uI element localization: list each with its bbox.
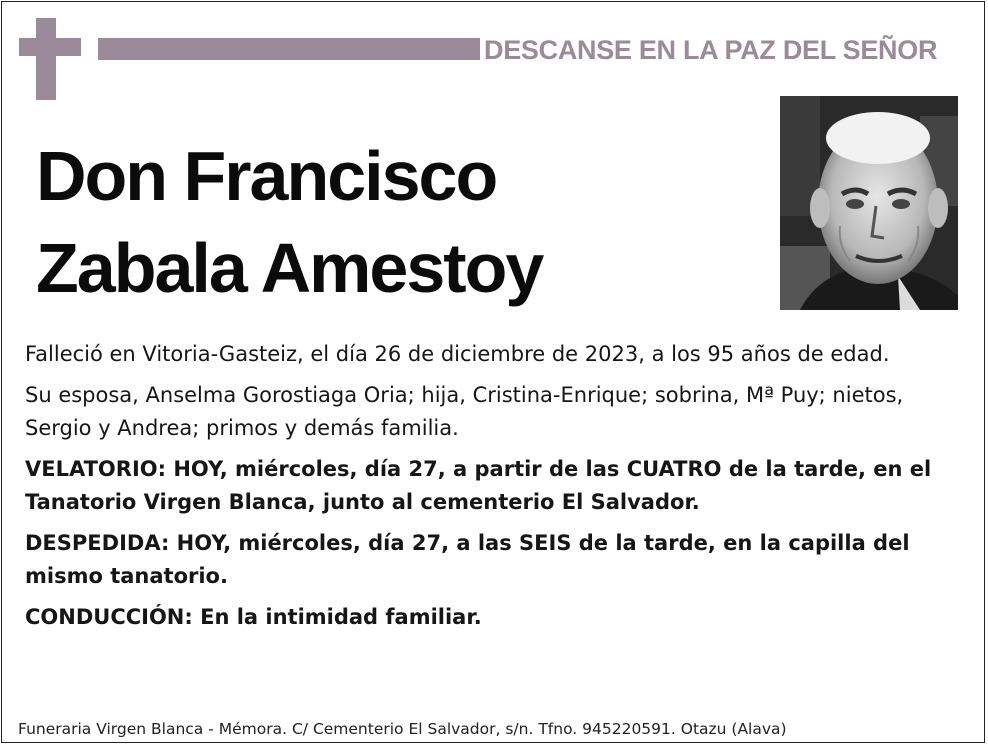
name-line-2: Zabala Amestoy: [36, 229, 543, 307]
velatorio-paragraph: [25, 453, 955, 519]
conduccion-paragraph: [25, 601, 955, 634]
despedida-text: DESPEDIDA: HOY, miércoles, día 27, a las SEIS de la tarde, en la capilla del mismo tanatorio.: [25, 531, 910, 588]
deceased-name: [36, 130, 756, 314]
notice-body: [25, 338, 955, 642]
header-bar: [98, 38, 480, 60]
velatorio-text: VELATORIO: HOY, miércoles, día 27, a partir de las CUATRO de la tarde, en el Tanatorio Virgen Blanca, junto al cementerio El Salvador.: [25, 457, 932, 514]
cross-icon: [19, 18, 81, 102]
obituary-notice: [1, 1, 985, 743]
death-paragraph: Falleció en Vitoria-Gasteiz, el día 26 de diciembre de 2023, a los 95 años de edad.: [25, 342, 890, 366]
despedida-paragraph: [25, 527, 955, 593]
conduccion-text: CONDUCCIÓN: En la intimidad familiar.: [25, 605, 482, 629]
header-title: DESCANSE EN LA PAZ DEL SEÑOR: [484, 35, 938, 65]
portrait-photo: [780, 96, 958, 310]
family-paragraph: Su esposa, Anselma Gorostiaga Oria; hija, Cristina-Enrique; sobrina, Mª Puy; nietos, Sergio y Andrea; primos y demás familia.: [25, 383, 904, 440]
funeral-home-footer: Funeraria Virgen Blanca - Mémora. C/ Cementerio El Salvador, s/n. Tfno. 945220591. Otazu (Alava): [18, 720, 787, 738]
name-line-1: Don Francisco: [36, 137, 497, 215]
